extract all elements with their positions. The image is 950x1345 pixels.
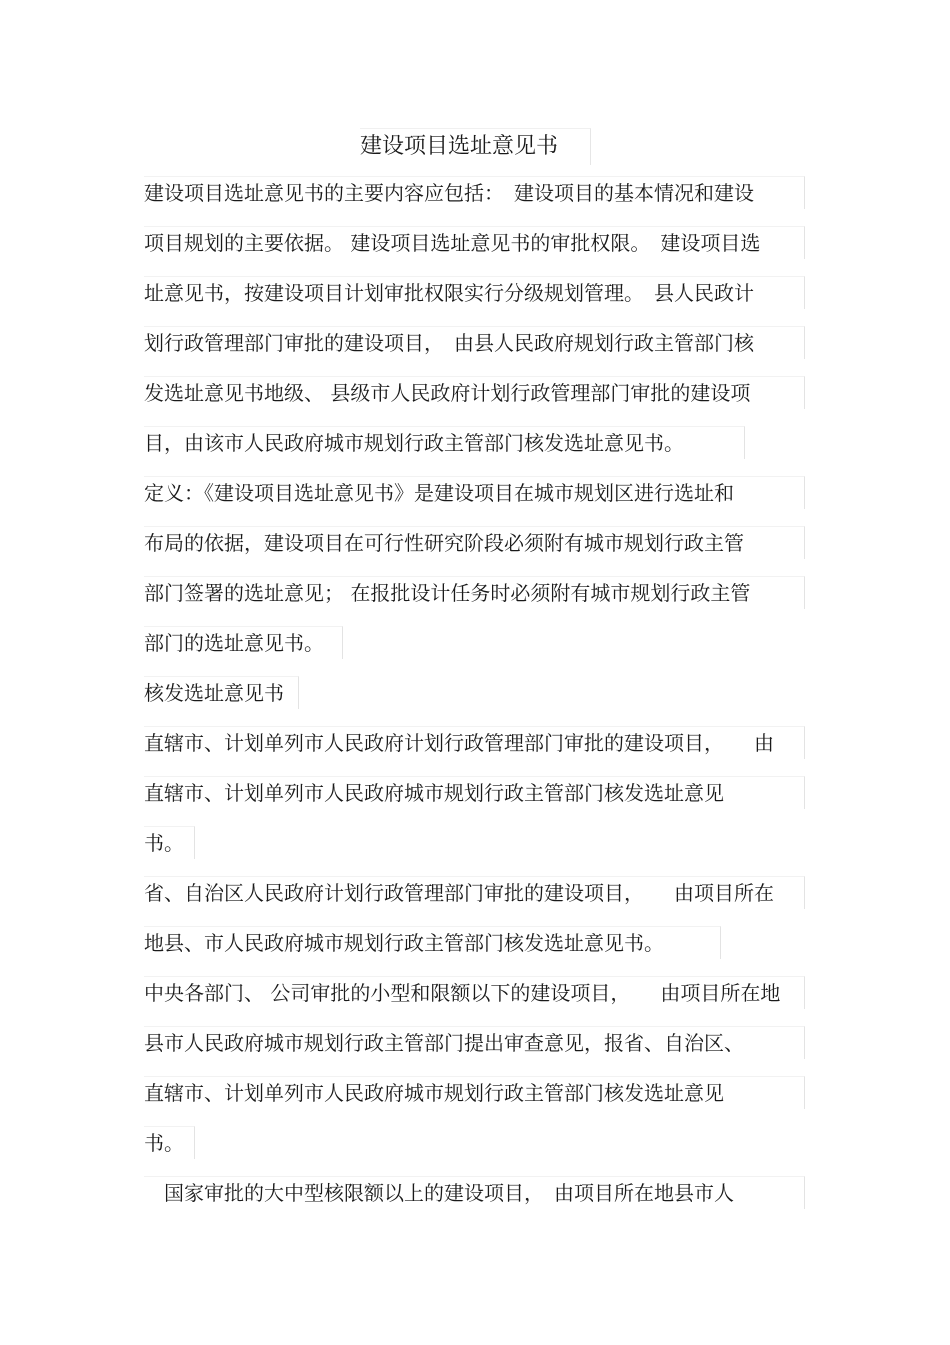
text-line-4: 划行政管理部门审批的建设项目， 由县人民政府规划行政主管部门核 — [144, 326, 805, 359]
text-line-3: 址意见书，按建设项目计划审批权限实行分级规划管理。 县人民政计 — [144, 276, 805, 309]
text-line-19: 直辖市、计划单列市人民政府城市规划行政主管部门核发选址意见 — [144, 1076, 805, 1109]
document-title: 建设项目选址意见书 — [360, 128, 591, 165]
text-line-14: 书。 — [144, 826, 195, 859]
text-line-5: 发选址意见书地级、 县级市人民政府计划行政管理部门审批的建设项 — [144, 376, 805, 409]
text-line-11: 核发选址意见书 — [144, 676, 299, 709]
text-line-15: 省、自治区人民政府计划行政管理部门审批的建设项目， 由项目所在 — [144, 876, 805, 909]
text-line-9: 部门签署的选址意见； 在报批设计任务时必须附有城市规划行政主管 — [144, 576, 805, 609]
text-line-1: 建设项目选址意见书的主要内容应包括： 建设项目的基本情况和建设 — [144, 176, 805, 209]
text-line-16: 地县、市人民政府城市规划行政主管部门核发选址意见书。 — [144, 926, 721, 959]
text-line-10: 部门的选址意见书。 — [144, 626, 343, 659]
text-line-21: 国家审批的大中型核限额以上的建设项目， 由项目所在地县市人 — [144, 1176, 805, 1209]
text-line-18: 县市人民政府城市规划行政主管部门提出审查意见，报省、自治区、 — [144, 1026, 805, 1059]
text-line-2: 项目规划的主要依据。 建设项目选址意见书的审批权限。 建设项目选 — [144, 226, 805, 259]
text-line-7: 定义：《建设项目选址意见书》是建设项目在城市规划区进行选址和 — [144, 476, 805, 509]
text-line-13: 直辖市、计划单列市人民政府城市规划行政主管部门核发选址意见 — [144, 776, 805, 809]
text-line-12: 直辖市、计划单列市人民政府计划行政管理部门审批的建设项目， 由 — [144, 726, 805, 759]
text-line-20: 书。 — [144, 1126, 195, 1159]
text-line-6: 目，由该市人民政府城市规划行政主管部门核发选址意见书。 — [144, 426, 745, 459]
text-line-8: 布局的依据，建设项目在可行性研究阶段必须附有城市规划行政主管 — [144, 526, 805, 559]
text-line-17: 中央各部门、 公司审批的小型和限额以下的建设项目， 由项目所在地 — [144, 976, 805, 1009]
